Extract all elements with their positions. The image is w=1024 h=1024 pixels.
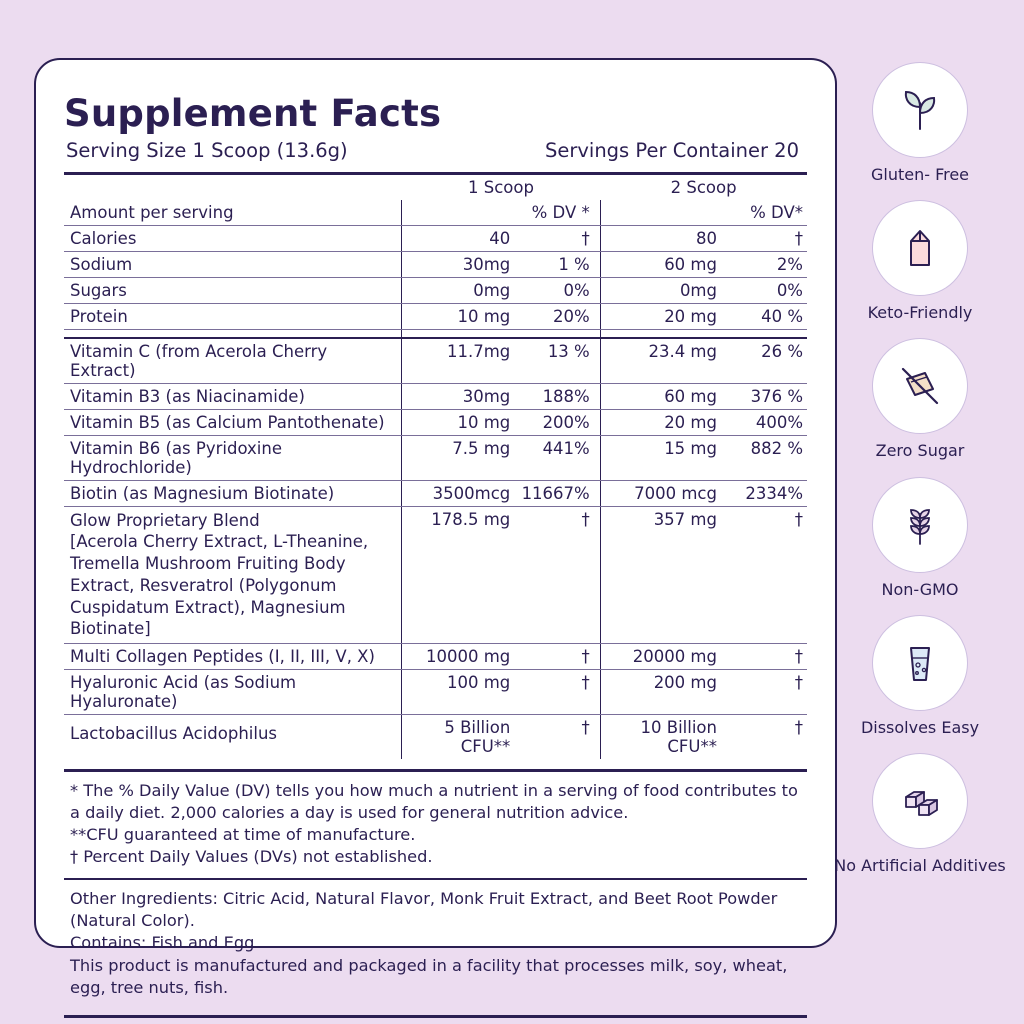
blend-dv-2: † — [721, 506, 807, 644]
probiotic-dv-2: † — [794, 718, 803, 738]
row-dv-1: 13 % — [514, 338, 600, 384]
row-amount-1: 30mg — [402, 252, 515, 278]
row-amount-1: 40 — [402, 226, 515, 252]
glass-water-icon — [872, 615, 968, 711]
page-title: Supplement Facts — [64, 92, 442, 135]
row-name: Vitamin B6 (as Pyridoxine Hydrochloride) — [64, 435, 402, 480]
row-dv-1: 200% — [514, 409, 600, 435]
scoop-header-row — [64, 175, 807, 200]
blend-name-and-ingredients — [64, 506, 402, 644]
table-row — [64, 480, 807, 506]
probiotic-name: Lactobacillus Acidophilus — [64, 715, 402, 760]
row-amount-1: 10000 mg — [402, 644, 515, 670]
row-dv-2: 40 % — [721, 304, 807, 330]
badge-label: Non-GMO — [881, 579, 959, 599]
badge-dissolves-easy — [832, 615, 1008, 737]
row-dv-2: 376 % — [721, 383, 807, 409]
dv-header-2: % DV* — [721, 200, 807, 226]
amount-per-serving-label: Amount per serving — [64, 200, 402, 226]
row-dv-2: 400% — [721, 409, 807, 435]
blend-amount-1: 178.5 mg — [402, 506, 515, 644]
probiotic-amount-1 — [402, 715, 515, 760]
table-row — [64, 304, 807, 330]
blend-amount-2: 357 mg — [600, 506, 721, 644]
row-name: Vitamin C (from Acerola Cherry Extract) — [64, 338, 402, 384]
probiotic-amount-2-line1: 10 Billion — [640, 718, 717, 738]
leaf-icon — [872, 62, 968, 158]
table-row — [64, 670, 807, 715]
row-dv-2: † — [721, 644, 807, 670]
row-amount-1: 11.7mg — [402, 338, 515, 384]
row-amount-2: 20 mg — [600, 409, 721, 435]
row-name: Vitamin B5 (as Calcium Pantothenate) — [64, 409, 402, 435]
row-dv-2: 2334% — [721, 480, 807, 506]
row-amount-1: 10 mg — [402, 304, 515, 330]
sugar-cubes-icon — [872, 753, 968, 849]
probiotic-amount-2-line2: CFU** — [667, 737, 717, 757]
badge-label: Keto-Friendly — [867, 303, 973, 323]
badge-label: Zero Sugar — [875, 441, 965, 461]
row-dv-1: † — [514, 644, 600, 670]
table-row — [64, 278, 807, 304]
row-amount-2: 200 mg — [600, 670, 721, 715]
footnote-dagger: † Percent Daily Values (DVs) not established. — [70, 846, 433, 866]
footnote-cfu: **CFU guaranteed at time of manufacture. — [70, 824, 416, 844]
row-dv-2: † — [721, 226, 807, 252]
row-amount-2: 20 mg — [600, 304, 721, 330]
other-ingredients-text: Other Ingredients: Citric Acid, Natural Flavor, Monk Fruit Extract, and Beet Root Powder (Natural Color). — [70, 888, 778, 930]
blend-name: Glow Proprietary Blend — [70, 510, 260, 530]
badge-keto-friendly — [832, 200, 1008, 322]
row-amount-1: 7.5 mg — [402, 435, 515, 480]
row-name: Sodium — [64, 252, 402, 278]
nutrition-table — [64, 175, 807, 759]
blend-ingredients: [Acerola Cherry Extract, L-Theanine, Tremella Mushroom Fruiting Body Extract, Resveratrol (Polygonum Cuspidatum Extract), Magnesium Biotinate] — [70, 532, 369, 639]
table-row — [64, 383, 807, 409]
row-dv-2: † — [721, 670, 807, 715]
proprietary-blend-row — [64, 506, 807, 644]
contains-text: Contains: Fish and Egg — [70, 933, 255, 953]
row-name: Biotin (as Magnesium Biotinate) — [64, 480, 402, 506]
badge-gluten-free — [832, 62, 1008, 184]
row-dv-2: 2% — [721, 252, 807, 278]
table-row — [64, 226, 807, 252]
probiotic-dv-1: † — [514, 715, 600, 760]
row-amount-1: 30mg — [402, 383, 515, 409]
badge-non-gmo — [832, 477, 1008, 599]
group-separator — [64, 330, 807, 338]
amount-per-serving-row — [64, 200, 807, 226]
header-scoop1: 1 Scoop — [468, 178, 534, 197]
probiotic-row — [64, 715, 807, 760]
badge-column — [832, 62, 1008, 891]
row-dv-2: 882 % — [721, 435, 807, 480]
badge-label: No Artificial Additives — [834, 855, 1006, 875]
row-amount-1: 0mg — [402, 278, 515, 304]
table-row — [64, 435, 807, 480]
row-dv-1: † — [514, 670, 600, 715]
row-dv-1: 1 % — [514, 252, 600, 278]
milk-carton-icon — [872, 200, 968, 296]
servings-per-container-label: Servings Per Container 20 — [544, 139, 799, 162]
row-dv-2: 0% — [721, 278, 807, 304]
badge-no-artificial-additives — [832, 753, 1008, 875]
probiotic-amount-1-line2: CFU** — [460, 737, 511, 757]
row-amount-2: 20000 mg — [600, 644, 721, 670]
row-amount-2: 0mg — [600, 278, 721, 304]
footnote-daily-value: * The % Daily Value (DV) tells you how much a nutrient in a serving of food contributes to a daily diet. 2,000 calories a day is used for general nutrition advice. — [70, 781, 798, 822]
row-amount-1: 100 mg — [402, 670, 515, 715]
wheat-icon — [872, 477, 968, 573]
table-row — [64, 252, 807, 278]
row-name: Protein — [64, 304, 402, 330]
dv-header-1: % DV * — [514, 200, 600, 226]
row-dv-2: 26 % — [721, 338, 807, 384]
allergen-facility-text: This product is manufactured and packaged in a facility that processes milk, soy, wheat, egg, tree nuts, fish. — [70, 955, 788, 997]
row-dv-1: 20% — [514, 304, 600, 330]
row-dv-1: 441% — [514, 435, 600, 480]
row-name: Multi Collagen Peptides (I, II, III, V, X) — [64, 644, 402, 670]
row-name: Hyaluronic Acid (as Sodium Hyaluronate) — [64, 670, 402, 715]
row-amount-2: 60 mg — [600, 252, 721, 278]
serving-info-row — [64, 139, 807, 162]
table-row — [64, 644, 807, 670]
header-scoop2: 2 Scoop — [670, 178, 737, 197]
row-amount-2: 60 mg — [600, 383, 721, 409]
serving-size-label: Serving Size 1 Scoop (13.6g) — [66, 139, 348, 162]
badge-zero-sugar — [832, 338, 1008, 460]
row-name: Sugars — [64, 278, 402, 304]
no-sugar-packet-icon — [872, 338, 968, 434]
row-amount-1: 3500mcg — [402, 480, 515, 506]
probiotic-amount-2 — [600, 715, 721, 760]
probiotic-amount-1-line1: 5 Billion — [444, 718, 511, 738]
other-ingredients — [64, 880, 807, 1006]
row-amount-2: 15 mg — [600, 435, 721, 480]
row-dv-1: † — [514, 226, 600, 252]
row-dv-1: 11667% — [514, 480, 600, 506]
blend-dv-1: † — [514, 506, 600, 644]
bottom-divider — [64, 1015, 807, 1018]
badge-label: Dissolves Easy — [860, 717, 980, 737]
row-amount-2: 80 — [600, 226, 721, 252]
badge-label: Gluten- Free — [870, 165, 970, 184]
row-amount-1: 10 mg — [402, 409, 515, 435]
table-row — [64, 338, 807, 384]
row-dv-1: 0% — [514, 278, 600, 304]
row-name: Vitamin B3 (as Niacinamide) — [64, 383, 402, 409]
row-name: Calories — [64, 226, 402, 252]
row-dv-1: 188% — [514, 383, 600, 409]
row-amount-2: 23.4 mg — [600, 338, 721, 384]
table-row — [64, 409, 807, 435]
supplement-facts-panel — [34, 58, 837, 997]
footnotes — [64, 772, 807, 877]
row-amount-2: 7000 mcg — [600, 480, 721, 506]
